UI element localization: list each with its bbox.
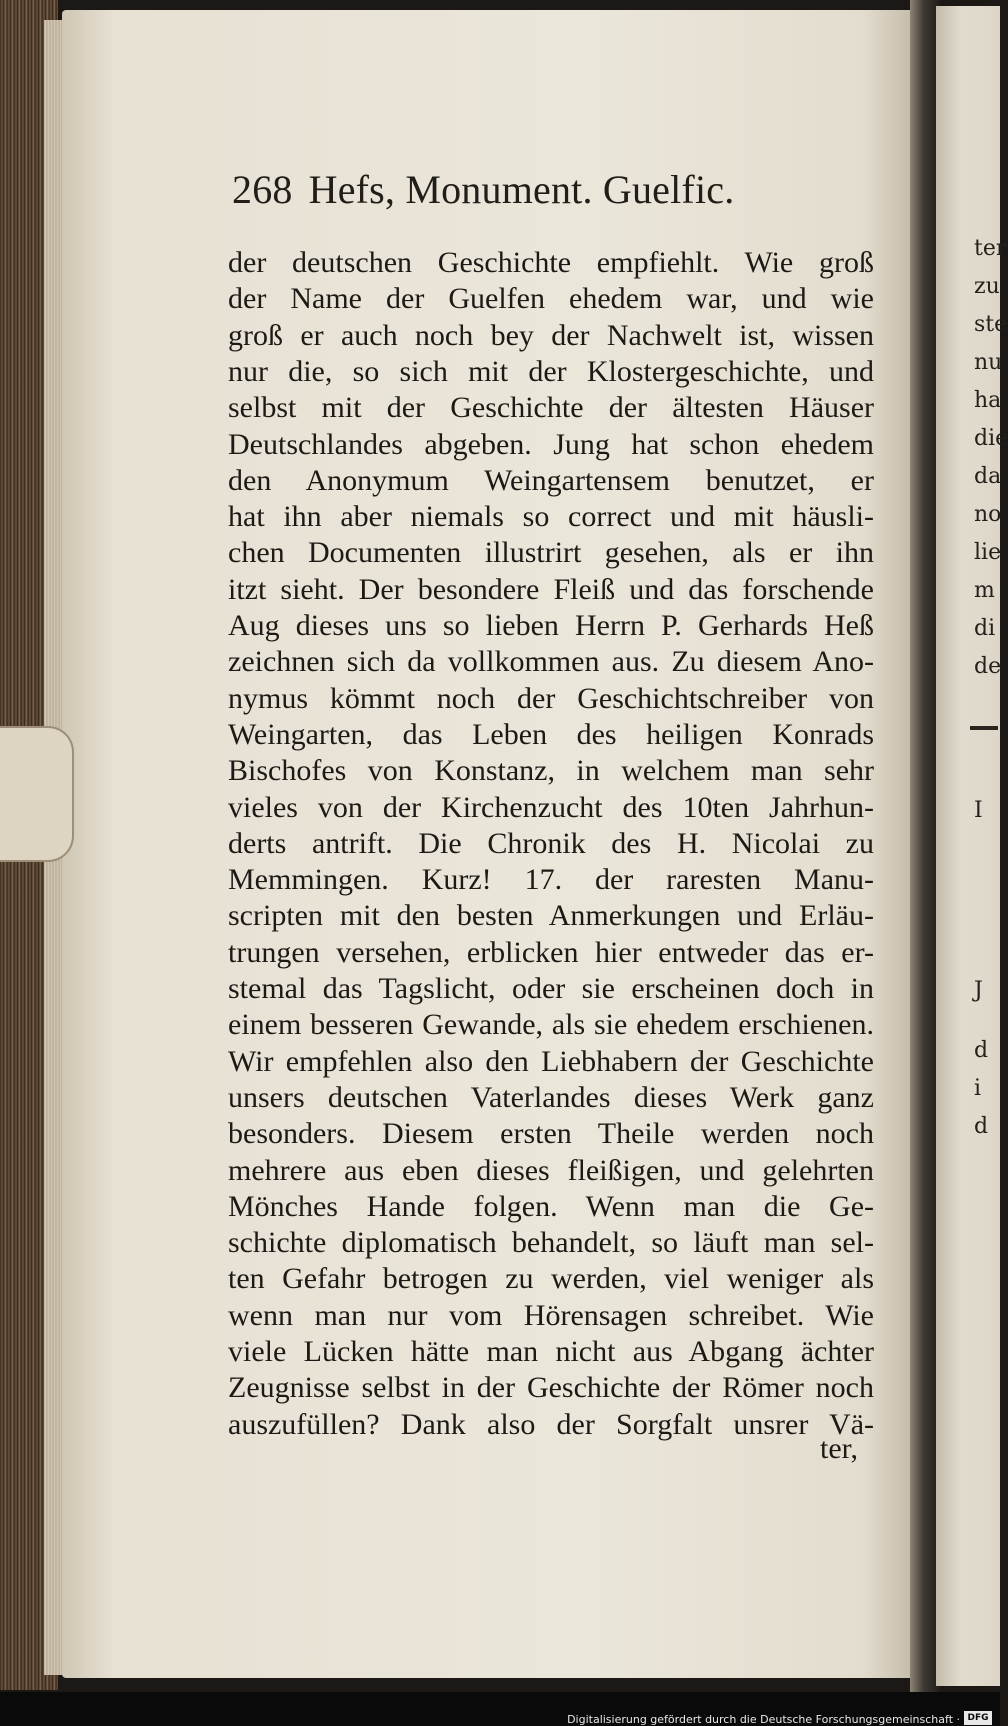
right-page-fragment: ste — [974, 312, 1008, 337]
text-line: den Anonymum Weingartensem benutzet, er — [228, 463, 874, 497]
text-line: Memmingen. Kurz! 17. der raresten Manu- — [228, 863, 874, 897]
right-page-fragment: no — [974, 502, 1002, 527]
text-line: Mönches Hande folgen. Wenn man die Ge- — [228, 1189, 874, 1223]
text-line: zeichnen sich da vollkommen aus. Zu diesem Ano- — [228, 645, 874, 679]
running-title: Hefs, Monument. Guelfic. — [308, 167, 735, 212]
text-line: nymus kömmt noch der Geschichtschreiber von — [228, 681, 874, 715]
text-line: unsers deutschen Vaterlandes dieses Werk ganz — [228, 1080, 874, 1114]
right-page-fragment: i — [974, 1076, 982, 1101]
text-line: hat ihn aber niemals so correct und mit häusli- — [228, 500, 874, 534]
text-line: derts antrift. Die Chronik des H. Nicolai zu — [228, 826, 874, 860]
right-page-rule — [970, 726, 998, 730]
text-line: der Name der Guelfen ehedem war, und wie — [228, 282, 874, 316]
text-line: Weingarten, das Leben des heiligen Konrads — [228, 717, 874, 751]
text-line: trungen versehen, erblicken hier entweder das er- — [228, 935, 874, 969]
text-line: Bischofes von Konstanz, in welchem man sehr — [228, 754, 874, 788]
text-line: viele Lücken hätte man nicht aus Abgang ächter — [228, 1335, 874, 1368]
text-line: schichte diplomatisch behandelt, so läuft man sel- — [228, 1226, 874, 1260]
text-line: ten Gefahr betrogen zu werden, viel weniger als — [228, 1262, 874, 1296]
right-page-fragment: d — [974, 1038, 989, 1063]
text-line: Wir empfehlen also den Liebhabern der Geschichte — [228, 1044, 874, 1078]
bookmark-tab — [0, 726, 74, 862]
text-line: scripten mit den besten Anmerkungen und Erläu- — [228, 899, 874, 933]
right-page-fragment: ha — [974, 388, 1002, 413]
text-line: Deutschlandes abgeben. Jung hat schon ehedem — [228, 427, 874, 461]
right-page-fragment: di — [974, 616, 996, 641]
right-page-fragment: m — [974, 578, 995, 603]
text-line: stemal das Tagslicht, oder sie erscheinen doch in — [228, 972, 874, 1005]
right-page-fragment: ter — [974, 236, 1007, 261]
text-line: nur die, so sich mit der Klostergeschichte, und — [228, 354, 874, 388]
text-line: chen Documenten illustrirt gesehen, als er ihn — [228, 536, 874, 570]
right-page-fragment: I — [974, 798, 983, 823]
right-page-fragment: nu — [974, 350, 1003, 375]
right-page-fragment: zu — [974, 274, 1000, 299]
page-number: 268 — [232, 167, 293, 212]
text-line: der deutschen Geschichte empfiehlt. Wie groß — [228, 246, 874, 279]
right-page-fragment: d — [974, 1114, 989, 1139]
text-line: groß er auch noch bey der Nachwelt ist, wissen — [228, 318, 874, 352]
text-line: mehrere aus eben dieses fleißigen, und gelehrten — [228, 1153, 874, 1187]
text-line: Aug dieses uns so lieben Herrn P. Gerhards Heß — [228, 609, 874, 642]
right-page-fragment: J — [974, 978, 983, 1003]
funding-credit: Digitalisierung gefördert durch die Deutsche Forschungsgemeinschaft · — [567, 1713, 960, 1726]
text-line: wenn man nur vom Hörensagen schreibet. Wie — [228, 1298, 874, 1332]
text-line: selbst mit der Geschichte der ältesten Häuser — [228, 391, 874, 425]
dfg-logo: DFG — [964, 1711, 992, 1725]
right-page-fragment: die — [974, 426, 1008, 451]
text-line: auszufüllen? Dank also der Sorgfalt unsrer Vä- — [228, 1407, 874, 1441]
catchword: ter, — [820, 1432, 858, 1465]
text-line: Zeugnisse selbst in der Geschichte der Römer noch — [228, 1371, 874, 1405]
right-page-fragment: de — [974, 654, 1002, 679]
right-page-fragment: lie — [974, 540, 1002, 565]
text-line: itzt sieht. Der besondere Fleiß und das forschende — [228, 572, 874, 606]
text-line: besonders. Diesem ersten Theile werden noch — [228, 1117, 874, 1151]
text-line: vieles von der Kirchenzucht des 10ten Jahrhun- — [228, 790, 874, 824]
text-line: einem besseren Gewande, als sie ehedem erschienen. — [228, 1008, 874, 1042]
right-page-fragment: da — [974, 464, 1002, 489]
running-head — [232, 166, 872, 213]
